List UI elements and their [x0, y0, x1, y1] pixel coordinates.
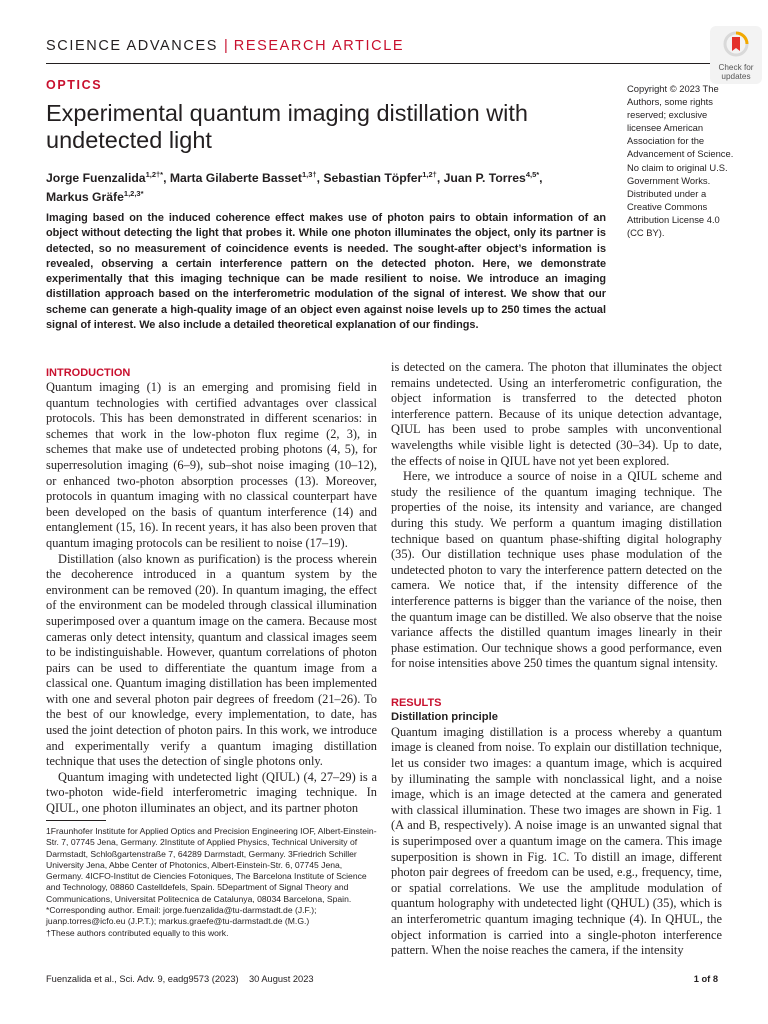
author-list	[46, 167, 586, 205]
footnotes	[46, 826, 377, 939]
author-name[interactable]: Markus Gräfe	[46, 190, 124, 205]
body-paragraph: is detected on the camera. The photon that illuminates the object remains undetected. Using an interferometric configuration, the object information is transferred to the detected photon interference pattern. Because of its unique detection advantage, QIUL has been used to probe samples with unconventional wavelengths while visible light is detected (30–34). Up to date, the effects of noise in QIUL have not yet been explored.	[391, 360, 722, 468]
body-paragraph: Distillation (also known as purification) is the process wherein the decoherence introduced in a quantum system by the environment can be removed (20). In quantum imaging, the effect of the environment can be modeled through classical illumination superimposed over a quantum image on the camera. Because most cameras only detect intensity, quantum and classical images seem to be indistinguishable. However, quantum correlations of photon pairs can be used to differentiate the quantum image from a classical one. Quantum imaging distillation has been implemented with one and several photon pair degrees of freedom (21–26). To the best of our knowledge, every implementation, to date, has used the joint detection of photon pairs. In this work, we introduce and experimentally verify a quantum imaging distillation technique that uses the detection of single photons only.	[46, 551, 377, 769]
footnote-rule	[46, 820, 106, 821]
author-marks: 4,5*	[525, 170, 540, 179]
body-paragraph: Quantum imaging with undetected light (QIUL) (4, 27–29) is a two-photon wide-field interferometric imaging technique. In QIUL, one photon illuminates an object, and its partner photon	[46, 769, 377, 816]
distillation-principle-subheading: Distillation principle	[391, 710, 498, 723]
author-separator: ,	[316, 171, 324, 186]
right-column	[391, 360, 722, 959]
author-separator: ,	[539, 171, 543, 186]
abstract: Imaging based on the induced coherence effect makes use of photon pairs to obtain information of an object without detecting the light that probes it. While one photon illuminates the object, only its partner is detected, so no measurement of coincidence events is needed. The sought-after object’s information is revealed, observing a certain interference pattern on the detected photon. Here, we demonstrate experimentally that this imaging technique can be made resilient to noise. We introduce an imaging distillation approach based on the interferometric modulation of the signal of interest. We show that our scheme can generate a high-quality image of an object even against noise levels up to 250 times the actual signal of interest. We also include a detailed theoretical explanation of our findings.	[46, 212, 606, 331]
author-marks: 1,3†	[301, 170, 317, 179]
author-marks: 1,2,3*	[123, 189, 144, 199]
section-label: OPTICS	[46, 78, 103, 92]
body-paragraph: Here, we introduce a source of noise in a QIUL scheme and study the resilience of the quantum imaging technique. The properties of the noise, its intensity and variance, are changed during this study. We perform a quantum imaging distillation technique based on quantum phase-shifting digital holography (35). Our distillation technique uses phase modulation of the undetected photon to vary the interference pattern detected on the camera. We notice that, if the intensity difference of the interference patterns is bigger than the variance of the noise, then the quantum image can be distilled. We also observe that the noise variance affects the distilled quantum images linearly in their phase estimation. Our technique shows a good performance, even for noise intensities above 250 times the quantum signal intensity.	[391, 469, 722, 671]
header-separator: |	[223, 38, 228, 54]
results-heading: RESULTS	[391, 696, 442, 709]
citation-footer: Fuenzalida et al., Sci. Adv. 9, eadg9573 (2023) 30 August 2023	[46, 974, 314, 984]
badge-label: Check for updates	[718, 63, 754, 81]
check-for-updates-badge[interactable]	[710, 26, 762, 84]
author-separator: ,	[436, 171, 444, 186]
author-separator: ,	[163, 171, 170, 186]
body-paragraph: Quantum imaging (1) is an emerging and promising field in quantum technologies with certified advantages over classical protocols. This has been demonstrated in different scenarios: in schemes that work in the low-photon flux regime (2, 3), in schemes that make use of undetected probing photons (4, 5), for superresolution imaging (6–9), sub–shot noise imaging (10–12), or enhanced two-photon absorption processes (13). Moreover, protocols in quantum imaging with no classical counterpart have been developed on the basis of quantum interference (14) and entanglement (15, 16). In recent years, it has also been proven that quantum imaging protocols can be resilient to noise (17–19).	[46, 380, 377, 550]
author-name[interactable]: Jorge Fuenzalida	[46, 171, 146, 186]
article-type: RESEARCH ARTICLE	[233, 38, 405, 54]
header-rule	[46, 63, 718, 64]
body-paragraph: Quantum imaging distillation is a process whereby a quantum image is cleaned from noise. To explain our distillation technique, let us consider two images: a quantum image, which is acquired by illuminating the sample with nonclassical light, and a noise image, which is an image detected at the camera and generated with classical illumination. These two images are shown in Fig. 1 (A and B, respectively). A noise image is an unwanted signal that is superimposed over a quantum image on the camera. This image superposition is shown in Fig. 1C. To distill an image, different photon pair degrees of freedom can be used, e.g., frequency, time, or spatial correlations. We use the amplitude modulation of quantum holography with undetected light (QHUL) (35), which is an interferometric quantum imaging technique (4). In QHUL, the object information is carried into a single-photon interference pattern. When the noise reaches the camera, if the intensity	[391, 724, 722, 958]
author-name[interactable]: Sebastian Töpfer	[323, 171, 423, 186]
journal-name: SCIENCE ADVANCES	[46, 38, 218, 54]
introduction-heading: INTRODUCTION	[46, 367, 131, 379]
article-title: Experimental quantum imaging distillation with undetected light	[46, 100, 528, 153]
affiliations-footnote: 1Fraunhofer Institute for Applied Optics and Precision Engineering IOF, Albert-Einstein-Str. 7, 07745 Jena, Germany. 2Institute of Applied Physics, Technical University of Darmstadt, Schloßgartenstraße 7, 64289 Darmstadt, Germany. 3Friedrich Schiller University Jena, Abbe Center of Photonics, Albert-Einstein-Str. 6, 07745 Jena, Germany. 4ICFO-Institut de Ciencies Fotoniques, The Barcelona Institute of Science and Technology, 08860 Castelldefels, Spain. 5Department of Signal Theory and Communications, Universitat Politecnica de Catalunya, 08034 Barcelona, Spain.	[46, 826, 377, 904]
bookmark-refresh-icon	[723, 31, 749, 57]
author-name[interactable]: Juan P. Torres	[443, 171, 526, 186]
journal-header	[46, 38, 404, 54]
equal-contribution-footnote: †These authors contributed equally to this work.	[46, 927, 229, 938]
copyright-notice: Copyright © 2023 The Authors, some rights reserved; exclusive licensee American Association for the Advancement of Science. No claim to original U.S. Government Works. Distributed under a Creative Commons Attribution License 4.0 (CC BY).	[627, 83, 734, 239]
author-marks: 1,2†	[422, 170, 437, 179]
author-name[interactable]: Marta Gilaberte Basset	[169, 171, 302, 186]
page-number: 1 of 8	[693, 974, 718, 984]
corresponding-author-footnote[interactable]: *Corresponding author. Email: jorge.fuenzalida@tu-darmstadt.de (J.F.); juanp.torres@icfo.eu (J.P.T.); markus.graefe@tu-darmstadt.de (M.G.)	[46, 905, 317, 927]
left-column	[46, 366, 377, 817]
author-marks: 1,2†*	[145, 170, 164, 179]
